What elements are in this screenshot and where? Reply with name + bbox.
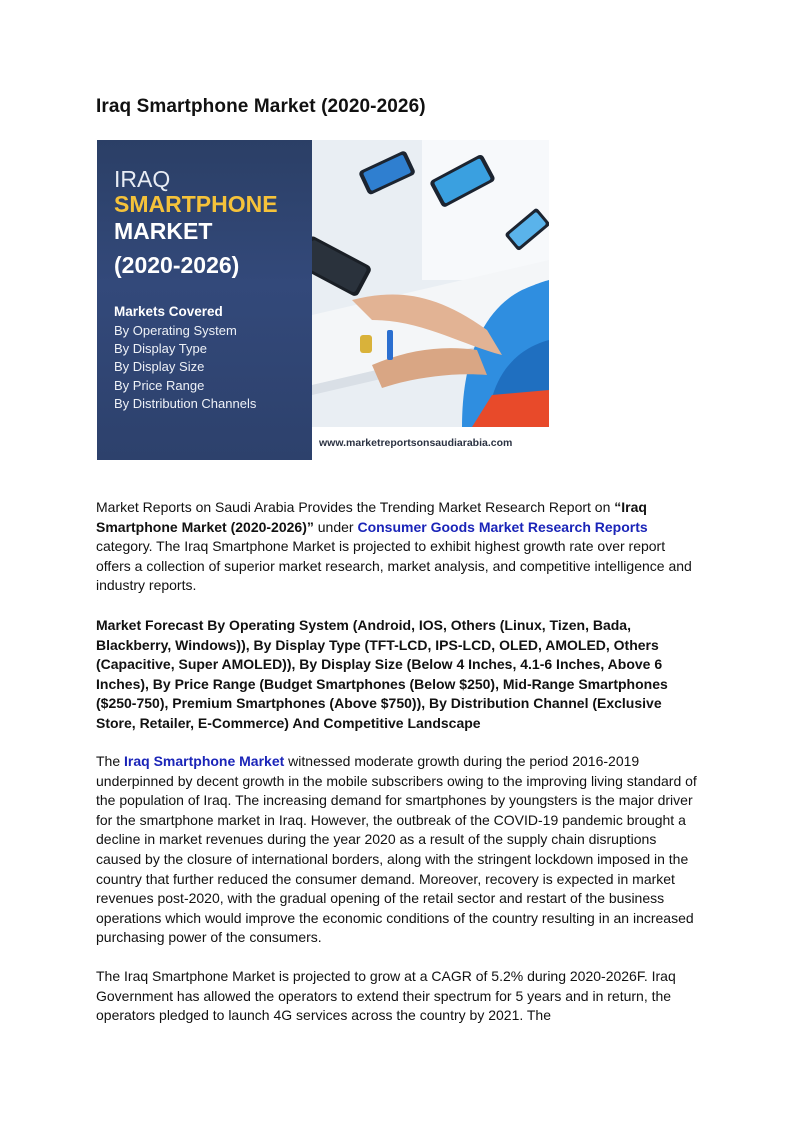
banner-photo: [312, 140, 549, 427]
report-banner-image: [97, 140, 549, 460]
banner-line-product: SMARTPHONE: [114, 191, 278, 217]
banner-website: www.marketreportsonsaudiarabia.com: [319, 437, 513, 449]
consumer-goods-reports-link[interactable]: Consumer Goods Market Research Reports: [357, 518, 648, 535]
banner-covered-item: By Distribution Channels: [114, 395, 257, 411]
banner-covered-list: [114, 322, 256, 413]
banner-line-period: (2020-2026): [114, 252, 240, 278]
banner-covered-item: By Display Size: [114, 359, 205, 375]
para2-body: witnessed moderate growth during the period 2016-2019 underpinned by decent growth in the mobile subscribers owing to the improving living standard of the population of Iraq. The increasing demand for smartphones by youngsters is the major driver for the smartphone market in Iraq. However, the outbreak of the COVID-19 pandemic brought a decline in market revenues during the year 2020 as a result of the supply chain disruptions caused by the closure of international borders, along with the stringent lockdown imposed in the country that further reduced the consumer demand. Moreover, recovery is expected in market revenues post-2020, with the gradual opening of the retail sector and restart of the business operations which would improve the economic conditions of the country resulting in an increased purchasing power of the consumers.: [96, 753, 697, 946]
smartphone-store-illustration: [312, 140, 549, 427]
intro-paragraph: [96, 498, 700, 596]
banner-covered-heading: Markets Covered: [114, 304, 223, 319]
banner-line-market: MARKET: [114, 218, 213, 244]
intro-under: under: [313, 518, 358, 535]
cagr-paragraph: The Iraq Smartphone Market is projected to grow at a CAGR of 5.2% during 2020-2026F. Iraq Government has allowed the operators to extend their spectrum for 5 years and in return, the operators pledged to launch 4G services across the country by 2021. The: [96, 968, 676, 1024]
forecast-paragraph: [96, 616, 700, 734]
banner-covered-item: By Price Range: [114, 377, 205, 393]
page-title: Iraq Smartphone Market (2020-2026): [96, 96, 426, 117]
intro-report-name: “Iraq Smartphone Market (2020-2026)”: [96, 499, 647, 535]
intro-prefix: Market Reports on Saudi Arabia Provides the Trending Market Research Report on: [96, 499, 615, 515]
banner-covered-item: By Display Type: [114, 341, 207, 357]
market-overview-paragraph: [96, 752, 700, 948]
banner-covered-item: By Operating System: [114, 323, 237, 338]
iraq-smartphone-market-link[interactable]: Iraq Smartphone Market: [124, 753, 285, 769]
intro-suffix: category. The Iraq Smartphone Market is projected to exhibit highest growth rate over report offers a collection of superior market research, market analysis, and competitive intelligence and industry reports.: [96, 538, 692, 594]
banner-line-country: IRAQ: [114, 166, 171, 192]
banner-text-panel: [97, 140, 312, 460]
banner-website-strip: [312, 427, 549, 460]
forecast-text: Market Forecast By Operating System (Android, IOS, Others (Linux, Tizen, Bada, Blackberry, Windows)), By Display Type (TFT-LCD, IPS-LCD, OLED, AMOLED, Others (Capacitive, Super AMOLED)), By Display Size (Below 4 Inches, 4.1-6 Inches, Above 6 Inches), By Price Range (Budget Smartphones (Below $250), Mid-Range Smartphones ($250-750), Premium Smartphones (Above $750)), By Distribution Channel (Exclusive Store, Retailer, E-Commerce) And Competitive Landscape: [96, 617, 668, 731]
para2-prefix: The: [96, 753, 125, 769]
